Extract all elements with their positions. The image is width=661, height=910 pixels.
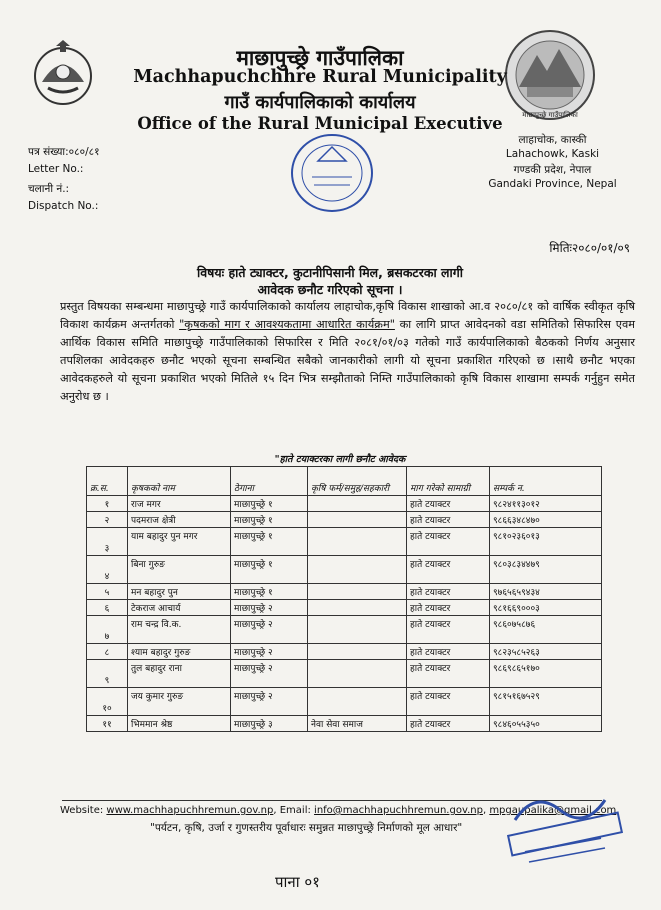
cell-firm <box>308 616 407 644</box>
nepal-emblem-icon <box>28 38 98 108</box>
address-line-4: Gandaki Province, Nepal <box>488 178 617 190</box>
cell-address: माछापुच्छ्रे १ <box>231 556 308 584</box>
office-stamp-icon <box>288 131 376 215</box>
cell-name: भिममान श्रेष्ठ <box>128 716 231 732</box>
table-header-row <box>87 467 602 496</box>
table-row <box>87 528 602 556</box>
cell-item: हाते टयाक्टर <box>407 688 490 716</box>
letter-number-np: पत्र संख्या:०८०/८१ <box>28 146 100 158</box>
cell-name: याम बहादुर पुन मगर <box>128 528 231 556</box>
website-link[interactable]: www.machhapuchhremun.gov.np <box>106 805 274 816</box>
cell-phone: ९८१५१६७५२९ <box>490 688 602 716</box>
cell-sn: १ <box>87 496 128 512</box>
cell-phone: ९८६९८६५१७० <box>490 660 602 688</box>
cell-address: माछापुच्छ्रे २ <box>231 616 308 644</box>
cell-name: राज मगर <box>128 496 231 512</box>
cell-sn: ४ <box>87 556 128 584</box>
svg-text:माछापुच्छ्रे गाउँपालिका: माछापुच्छ्रे गाउँपालिका <box>522 111 578 119</box>
cell-address: माछापुच्छ्रे २ <box>231 644 308 660</box>
title-nepali: माछापुच्छ्रे गाउँपालिका <box>236 46 404 70</box>
cell-item: हाते टयाक्टर <box>407 512 490 528</box>
subject-line-1: विषयः हाते ट्याक्टर, कुटानीपिसानी मिल, ब्रसकटरका लागी <box>196 265 464 280</box>
cell-item: हाते टयाक्टर <box>407 556 490 584</box>
cell-address: माछापुच्छ्रे १ <box>231 512 308 528</box>
footer-slogan: "पर्यटन, कृषि, उर्जा र गुणस्तरीय पूर्वाधारः समुन्नत माछापुच्छ्रे निर्माणको मूल आधार" <box>150 822 463 834</box>
cell-phone: ९८२३५८५२६३ <box>490 644 602 660</box>
office-english: Office of the Rural Municipal Executive <box>137 114 503 133</box>
cell-phone: ९८६०७५८७६ <box>490 616 602 644</box>
cell-sn: ११ <box>87 716 128 732</box>
cell-address: माछापुच्छ्रे १ <box>231 496 308 512</box>
cell-firm <box>308 584 407 600</box>
cell-name: जय कुमार गुरुङ <box>128 688 231 716</box>
table-row <box>87 496 602 512</box>
cell-firm <box>308 496 407 512</box>
cell-firm <box>308 528 407 556</box>
dispatch-number-en: Dispatch No.: <box>28 200 99 212</box>
title-english: Machhapuchchhre Rural Municipality <box>133 67 507 87</box>
col-header-phone: सम्पर्क न. <box>490 467 602 496</box>
cell-firm <box>308 556 407 584</box>
col-header-item: माग गरेको सामाग्री <box>407 467 490 496</box>
cell-sn: ९ <box>87 660 128 688</box>
cell-sn: २ <box>87 512 128 528</box>
cell-sn: ३ <box>87 528 128 556</box>
dispatch-number-np: चलानी नं.: <box>28 183 70 195</box>
footer-contact: Website: www.machhapuchhremun.gov.np, Email: info@machhapuchhremun.gov.np, mpgaupalika@gmail.com <box>60 805 617 816</box>
cell-name: मन बहादुर पुन <box>128 584 231 600</box>
cell-item: हाते टयाक्टर <box>407 616 490 644</box>
col-header-name: कृषकको नाम <box>128 467 231 496</box>
body-part-1: प्रस्तुत विषयका सम्बन्धमा माछापुच्छ्रे गाउँ कार्यपालिकाको कार्यालय लाहाचोक,कृषि विकास शाखाको आ.व २०८०/८१ को वार्षिक स्वीकृत कृषि विकाश कार्यक्रम अन्तर्गतको <box>60 300 635 331</box>
cell-address: माछापुच्छ्रे २ <box>231 600 308 616</box>
cell-item: हाते टयाक्टर <box>407 644 490 660</box>
cell-name: बिना गुरुङ <box>128 556 231 584</box>
cell-item: हाते टयाक्टर <box>407 528 490 556</box>
cell-phone: ९८१६६९०००३ <box>490 600 602 616</box>
table-row <box>87 660 602 688</box>
cell-phone: ९८२४११३०१२ <box>490 496 602 512</box>
cell-phone: ९८६६३४८४७० <box>490 512 602 528</box>
subject-line-2: आवेदक छनौट गरिएको सूचना । <box>257 282 403 297</box>
table-row <box>87 616 602 644</box>
website-label: Website: <box>60 805 104 816</box>
cell-item: हाते टयाक्टर <box>407 496 490 512</box>
cell-item: हाते टयाक्टर <box>407 716 490 732</box>
cell-firm: नेवा सेवा समाज <box>308 716 407 732</box>
table-row <box>87 584 602 600</box>
notice-body <box>60 298 635 406</box>
office-nepali: गाउँ कार्यपालिकाको कार्यालय <box>224 92 416 113</box>
cell-sn: ६ <box>87 600 128 616</box>
cell-firm <box>308 688 407 716</box>
cell-address: माछापुच्छ्रे ३ <box>231 716 308 732</box>
cell-phone: ९८१०२३६०१३ <box>490 528 602 556</box>
cell-address: माछापुच्छ्रे १ <box>231 528 308 556</box>
cell-phone: ९८०३८३४४७९ <box>490 556 602 584</box>
table-row <box>87 512 602 528</box>
cell-sn: ५ <box>87 584 128 600</box>
table-caption: "हाते टयाक्टरका लागी छनौट आवेदक <box>274 454 406 465</box>
program-name: "कृषकको माग र आवश्यकतामा आधारित कार्यक्रम" <box>179 318 395 331</box>
table-row <box>87 600 602 616</box>
email-label: Email: <box>279 805 311 816</box>
letter-date: मितिः२०८०/०१/०९ <box>549 241 630 255</box>
address-line-3: गण्डकी प्रदेश, नेपाल <box>513 164 592 176</box>
table-row <box>87 556 602 584</box>
letter-number-en: Letter No.: <box>28 163 84 175</box>
table-row <box>87 644 602 660</box>
cell-address: माछापुच्छ्रे १ <box>231 584 308 600</box>
cell-sn: १० <box>87 688 128 716</box>
cell-firm <box>308 600 407 616</box>
page-number: पाना ०१ <box>275 873 320 891</box>
cell-phone: ९८४६०५५३५० <box>490 716 602 732</box>
cell-name: तुल बहादुर राना <box>128 660 231 688</box>
cell-name: राम चन्द्र वि.क. <box>128 616 231 644</box>
cell-item: हाते टयाक्टर <box>407 660 490 688</box>
table-row <box>87 688 602 716</box>
cell-name: टेकराज आचार्य <box>128 600 231 616</box>
selected-applicants-table <box>86 466 602 732</box>
cell-name: श्याम बहादुर गुरुङ <box>128 644 231 660</box>
col-header-sn: क्र.स. <box>87 467 128 496</box>
cell-firm <box>308 644 407 660</box>
cell-address: माछापुच्छ्रे २ <box>231 660 308 688</box>
email-link[interactable]: info@machhapuchhremun.gov.np <box>314 805 483 816</box>
cell-item: हाते टयाक्टर <box>407 600 490 616</box>
cell-item: हाते टयाक्टर <box>407 584 490 600</box>
address-line-1: लाहाचोक, कास्की <box>518 134 587 146</box>
cell-phone: ९७६५६५९४३४ <box>490 584 602 600</box>
col-header-address: ठेगाना <box>231 467 308 496</box>
email-link-2[interactable]: mpgaupalika@gmail.com <box>489 805 617 816</box>
address-line-2: Lahachowk, Kaski <box>505 148 600 160</box>
cell-address: माछापुच्छ्रे २ <box>231 688 308 716</box>
col-header-firm: कृषि फर्म/समुह/सहकारी <box>308 467 407 496</box>
table-row <box>87 716 602 732</box>
cell-name: पदमराज क्षेत्री <box>128 512 231 528</box>
cell-firm <box>308 660 407 688</box>
cell-sn: ७ <box>87 616 128 644</box>
signature-seal-icon <box>505 780 625 870</box>
cell-sn: ८ <box>87 644 128 660</box>
body-part-2: का लागि प्राप्त आवेदनको वडा समितिको सिफारिस एवम आर्थिक विकास समिति माछापुच्छ्रे गाउँपालिकाको सिफारिस र मिति २०८१/०१/०३ गतेको गाउँ कार्यपालिकाको बैठकको निर्णय अनुसार तपशिलका आवेदकहरु छनौट भएको सूचना सम्बन्धित सबैको जानकारीको लागी यो सूचना प्रकाशित गरिएको छ ।साथै छनौट भएका आवेदकहरुले यो सूचना प्रकाशित भएको मितिले १५ दिन भित्र सम्झौताको निम्ति गाउँपालिकाको कृषि विकास शाखामा सम्पर्क गर्नुहुन समेत अनुरोध छ । <box>60 318 635 403</box>
cell-firm <box>308 512 407 528</box>
